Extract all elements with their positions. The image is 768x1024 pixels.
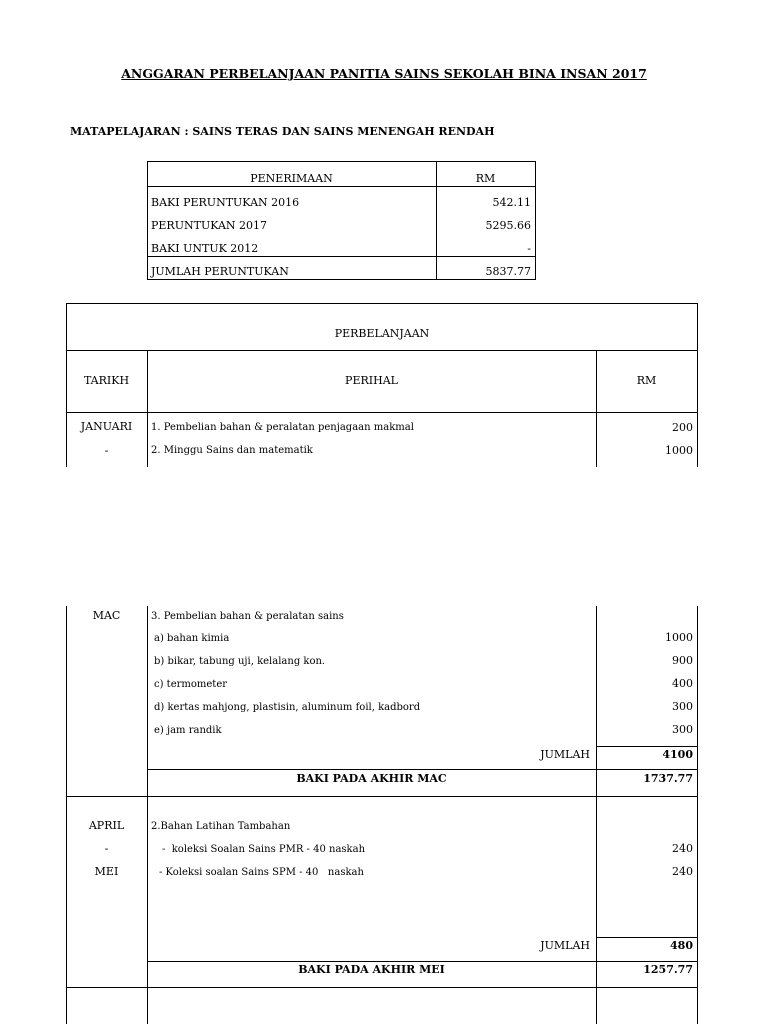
expense-item-desc: d) kertas mahjong, plastisin, aluminum foil, kadbord [154, 702, 421, 713]
receipt-row-label: BAKI PERUNTUKAN 2016 [151, 196, 300, 209]
date-label: JANUARI [80, 420, 133, 433]
date-label: MEI [94, 865, 119, 878]
expenses-title: PERBELANJAAN [334, 327, 430, 340]
expense-item-value: 300 [672, 723, 693, 736]
date-label: MAC [92, 609, 121, 622]
expense-item-value: 300 [672, 700, 693, 713]
subject-line: MATAPELAJARAN : SAINS TERAS DAN SAINS MENENGAH RENDAH [70, 125, 495, 138]
receipt-row-value: 5295.66 [485, 219, 531, 232]
expense-item-desc: c) termometer [154, 679, 228, 690]
receipt-row-value: 542.11 [492, 196, 531, 209]
balance-value: 1737.77 [643, 772, 693, 785]
expense-item-desc: e) jam randik [154, 725, 222, 736]
expense-item-value: 400 [672, 677, 693, 690]
balance-label: BAKI PADA AKHIR MAC [296, 772, 447, 785]
expense-item-value: 1000 [665, 631, 693, 644]
receipt-row-label: PERUNTUKAN 2017 [151, 219, 268, 232]
expense-item-desc: b) bikar, tabung uji, kelalang kon. [154, 656, 326, 667]
expense-section-heading: 2.Bahan Latihan Tambahan [151, 821, 291, 832]
col-header-rm: RM [636, 374, 657, 387]
balance-label: BAKI PADA AKHIR MEI [298, 963, 445, 976]
expense-item-desc: 2. Minggu Sains dan matematik [151, 445, 313, 456]
expense-item-value: 900 [672, 654, 693, 667]
col-header-date: TARIKH [83, 374, 130, 387]
expense-item-value: 1000 [665, 444, 693, 457]
expense-item-desc: - koleksi Soalan Sains PMR - 40 naskah [162, 844, 366, 855]
expense-item-desc: 1. Pembelian bahan & peralatan penjagaan makmal [151, 422, 414, 433]
expense-section-heading: 3. Pembelian bahan & peralatan sains [151, 611, 344, 622]
receipts-header-label: PENERIMAAN [250, 172, 333, 185]
expense-item-value: 200 [672, 421, 693, 434]
subtotal-value: 480 [670, 939, 693, 952]
balance-value: 1257.77 [643, 963, 693, 976]
receipts-total-label: JUMLAH PERUNTUKAN [151, 265, 289, 278]
document-title: ANGGARAN PERBELANJAAN PANITIA SAINS SEKOLAH BINA INSAN 2017 [121, 66, 647, 81]
expense-item-desc: a) bahan kimia [154, 633, 230, 644]
date-label: - [104, 842, 109, 855]
receipts-header-unit: RM [475, 172, 496, 185]
receipt-row-label: BAKI UNTUK 2012 [151, 242, 259, 255]
subtotal-value: 4100 [662, 748, 693, 761]
subtotal-label: JUMLAH [540, 748, 590, 761]
expense-item-desc: - Koleksi soalan Sains SPM - 40 naskah [159, 867, 364, 878]
receipt-row-value: - [527, 242, 531, 255]
expense-item-value: 240 [672, 842, 693, 855]
receipts-total-value: 5837.77 [485, 265, 531, 278]
date-label: - [104, 444, 109, 457]
date-label: APRIL [88, 819, 125, 832]
col-header-desc: PERIHAL [345, 374, 398, 387]
subtotal-label: JUMLAH [540, 939, 590, 952]
expense-item-value: 240 [672, 865, 693, 878]
